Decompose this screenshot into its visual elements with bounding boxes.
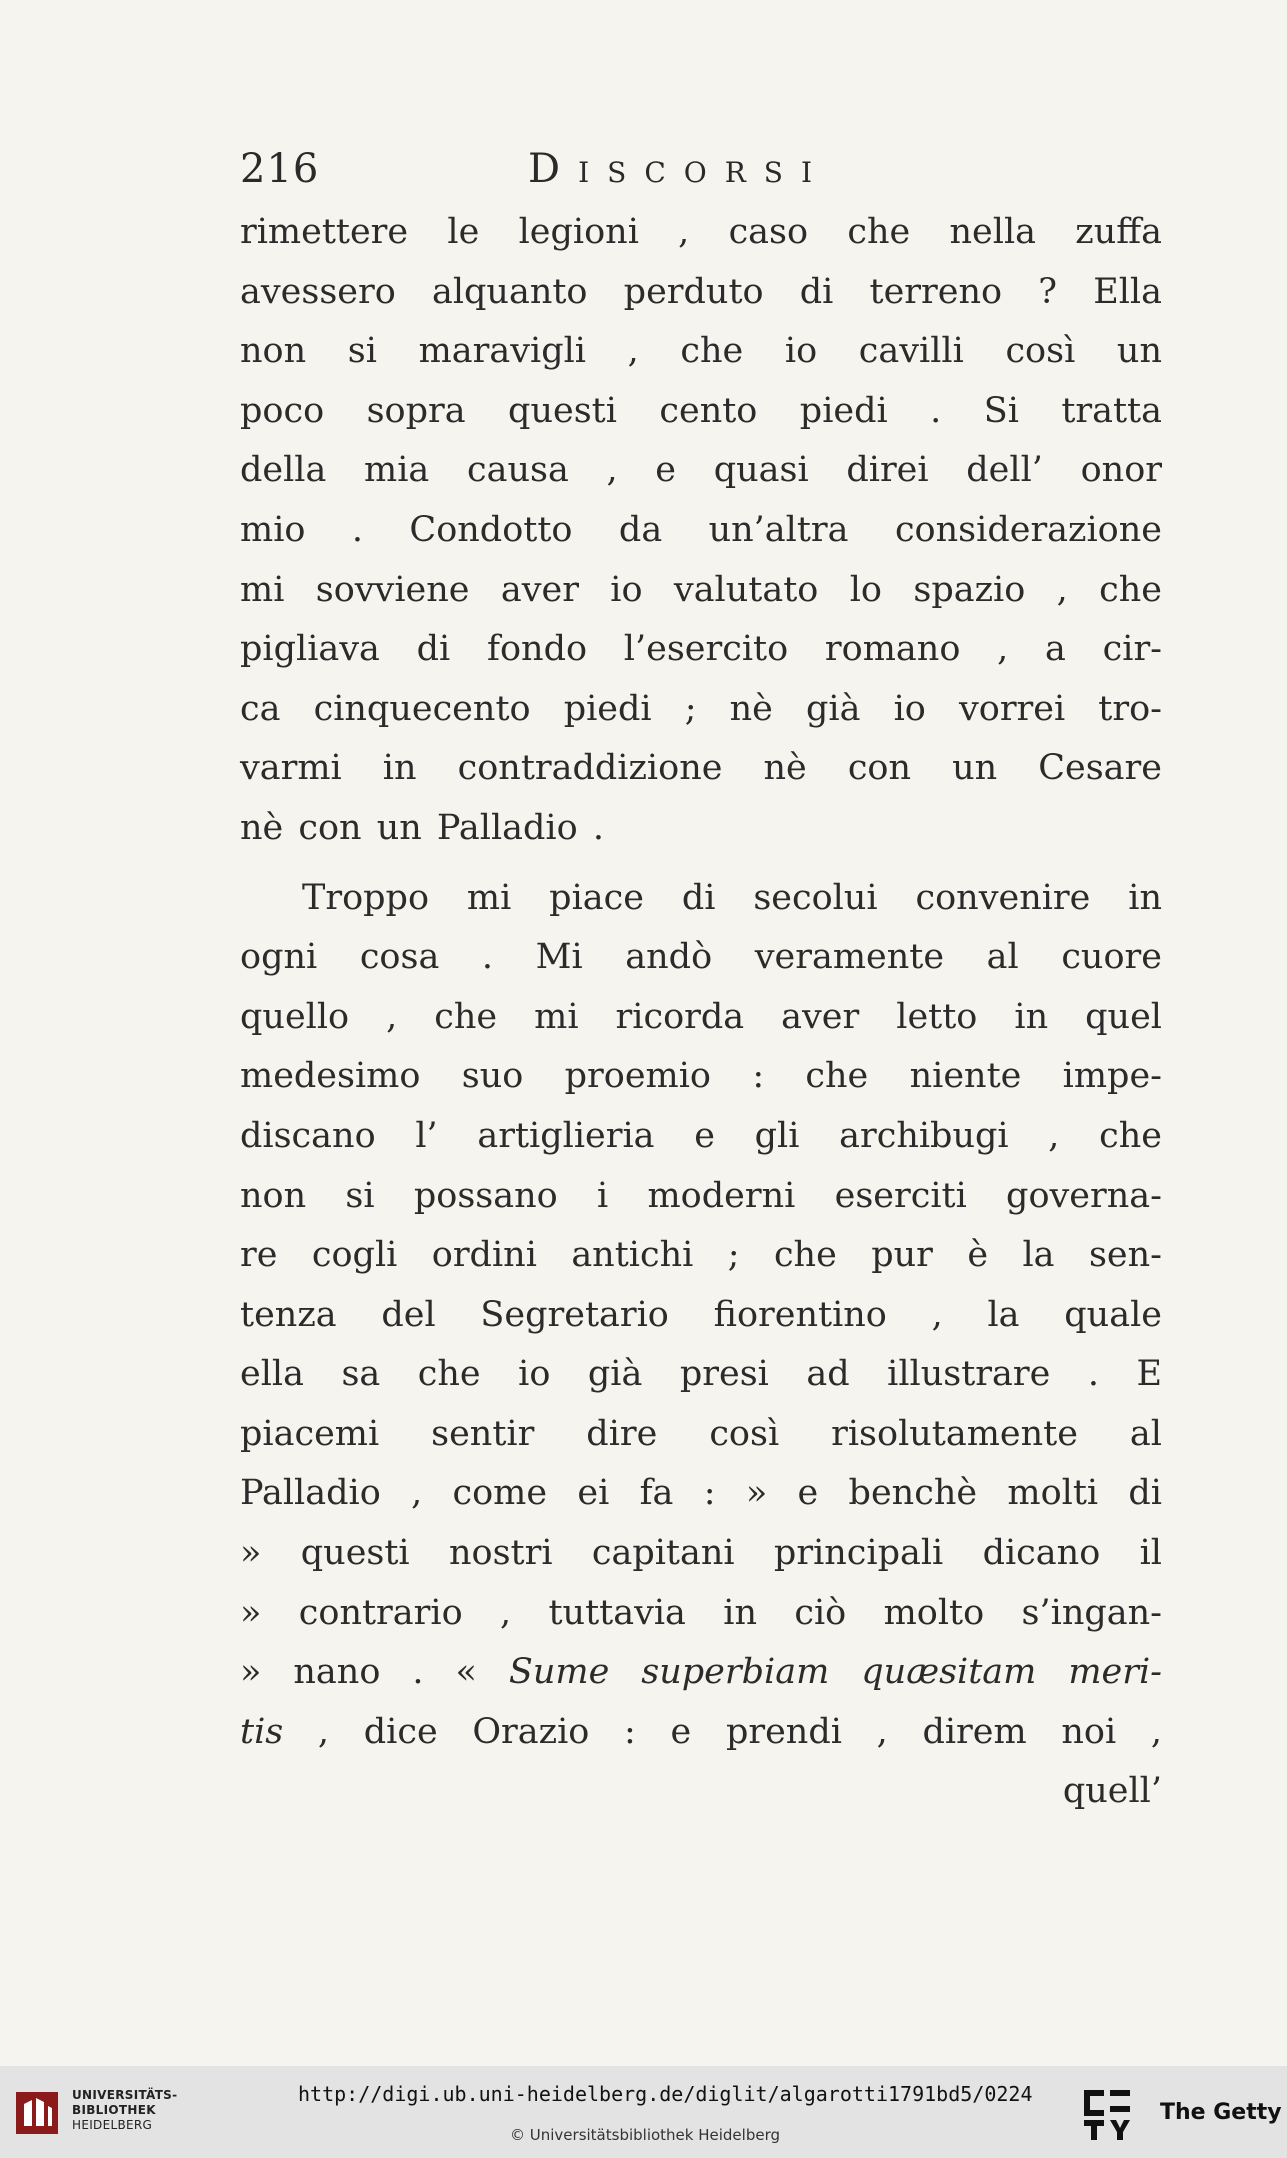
paragraph-first-line: Troppo mi piace di secolui convenire in bbox=[302, 877, 1162, 918]
text-line: medesimo suo proemio : che niente impe- bbox=[240, 1056, 1162, 1097]
text-line-quote bbox=[240, 1643, 1162, 1703]
text-line: pigliava di fondo l’esercito romano , a cir- bbox=[240, 629, 1162, 670]
library-name-line: HEIDELBERG bbox=[72, 2118, 153, 2132]
running-head: Discorsi bbox=[528, 146, 831, 192]
text-line: non si possano i moderni eserciti governa- bbox=[240, 1175, 1162, 1216]
library-name-line: BIBLIOTHEK bbox=[72, 2103, 156, 2117]
page-number: 216 bbox=[240, 146, 320, 192]
text-line: quello , che mi ricorda aver letto in quel bbox=[240, 996, 1162, 1037]
body-text bbox=[240, 203, 1162, 1822]
getty-logo-icon bbox=[1080, 2086, 1134, 2144]
text-line: piacemi sentir dire così risolutamente al bbox=[240, 1413, 1162, 1454]
text-line: mio . Condotto da un’altra considerazione bbox=[240, 509, 1162, 550]
text-line: mi sovviene aver io valutato lo spazio , che bbox=[240, 569, 1162, 610]
text-line: avessero alquanto perduto di terreno ? Ella bbox=[240, 271, 1162, 312]
text-line: rimettere le legioni , caso che nella zuffa bbox=[240, 212, 1162, 252]
text-line: poco sopra questi cento piedi . Si tratta bbox=[240, 390, 1162, 431]
catchword: quell’ bbox=[1062, 1771, 1162, 1812]
text-line: re cogli ordini antichi ; che pur è la sen- bbox=[240, 1235, 1162, 1276]
library-name-line: UNIVERSITÄTS- bbox=[72, 2088, 178, 2102]
text-line: » contrario , tuttavia in ciò molto s’ingan- bbox=[240, 1592, 1162, 1633]
university-library-name bbox=[72, 2088, 177, 2133]
text-line: discano l’ artiglieria e gli archibugi , che bbox=[240, 1115, 1162, 1156]
text-line: della mia causa , e quasi direi dell’ onor bbox=[240, 450, 1162, 491]
text-line: varmi in contraddizione nè con un Cesare bbox=[240, 748, 1162, 789]
page-header bbox=[240, 146, 1162, 192]
text-line: ogni cosa . Mi andò veramente al cuore bbox=[240, 937, 1162, 978]
text-line: tenza del Segretario fiorentino , la quale bbox=[240, 1294, 1162, 1335]
text-line: nè con un Palladio . bbox=[240, 807, 604, 848]
getty-name: The Getty bbox=[1160, 2100, 1282, 2125]
latin-quote-end: tis bbox=[240, 1711, 284, 1752]
text-line-quote-end bbox=[240, 1703, 1162, 1763]
text-line: Palladio , come ei fa : » e benchè molti di bbox=[240, 1473, 1162, 1514]
text-line: non si maravigli , che io cavilli così un bbox=[240, 331, 1162, 372]
quote-intro: » nano . « bbox=[240, 1652, 509, 1693]
quote-attribution: , dice Orazio : e prendi , direm noi , bbox=[283, 1711, 1162, 1752]
text-line: ca cinquecento piedi ; nè già io vorrei tro- bbox=[240, 688, 1162, 729]
text-line: » questi nostri capitani principali dicano il bbox=[240, 1533, 1162, 1574]
copyright-notice: © Universitätsbibliothek Heidelberg bbox=[510, 2126, 781, 2144]
text-line: ella sa che io già presi ad illustrare . E bbox=[240, 1354, 1162, 1395]
university-library-logo-icon bbox=[14, 2090, 60, 2136]
latin-quote: Sume superbiam quæsitam meri- bbox=[508, 1652, 1162, 1693]
viewer-footer bbox=[0, 2066, 1287, 2158]
permalink-url[interactable]: http://digi.ub.uni-heidelberg.de/diglit/algarotti1791bd5/0224 bbox=[298, 2082, 1033, 2106]
